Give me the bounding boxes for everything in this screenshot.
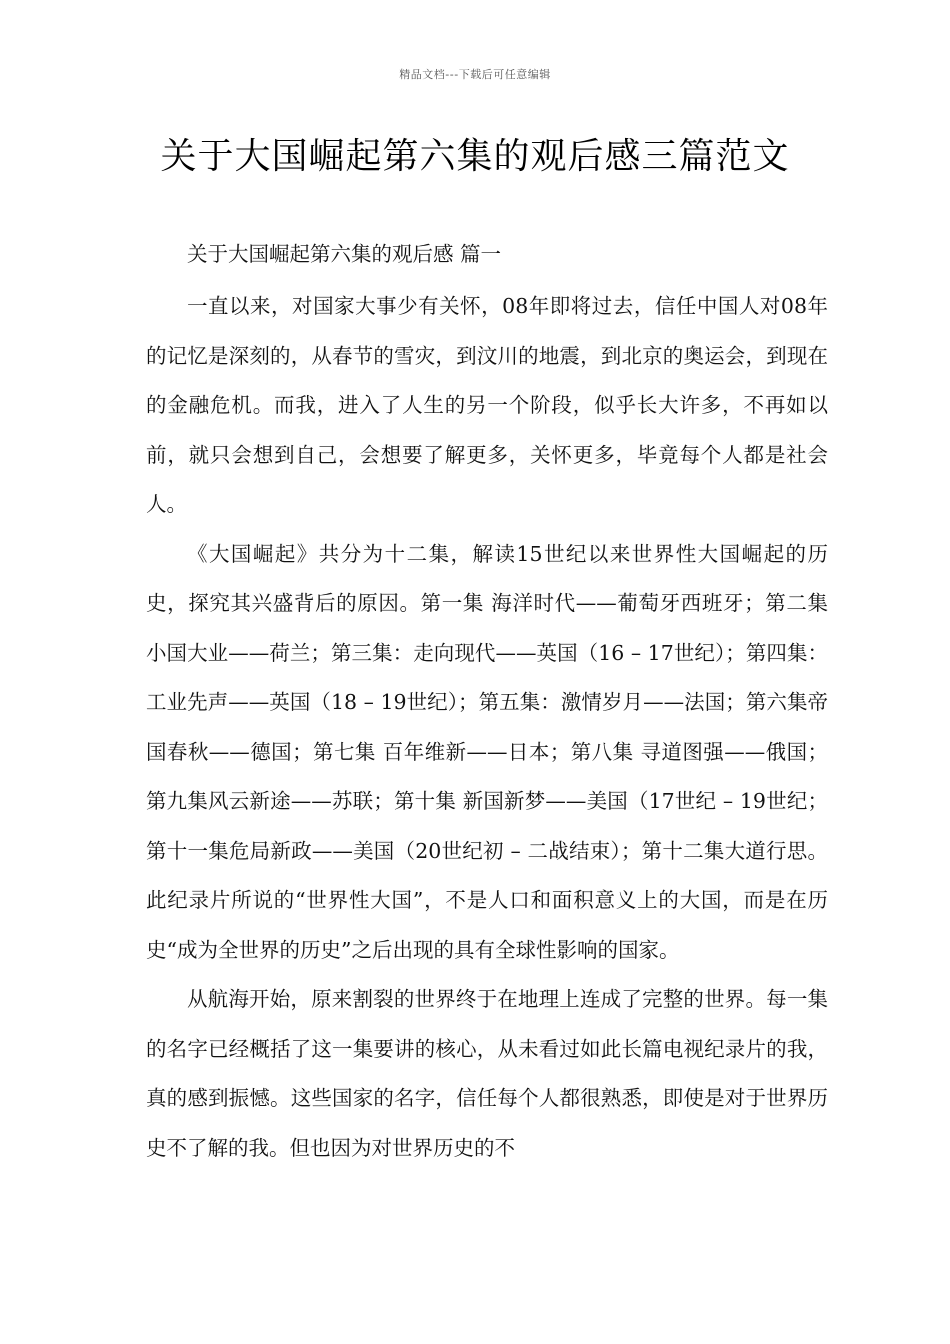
paragraph: 从航海开始，原来割裂的世界终于在地理上连成了完整的世界。每一集的名字已经概括了这一集要讲的核心，从未看过如此长篇电视纪录片的我，真的感到振憾。这些国家的名字，信任每个人都很熟悉，即使是对于世界历史不了解的我。但也因为对世界历史的不: [146, 987, 828, 1160]
document-body: [146, 230, 828, 1173]
header-note: 精品文档---下载后可任意编辑: [399, 68, 551, 81]
paragraph: 一直以来，对国家大事少有关怀，08年即将过去，信任中国人对08年的记忆是深刻的，从春节的雪灾，到汶川的地震，到北京的奥运会，到现在的金融危机。而我，进入了人生的另一个阶段，似乎长大许多，不再如以前，就只会想到自己，会想要了解更多，关怀更多，毕竟每个人都是社会人。: [146, 294, 828, 516]
document-title: 关于大国崛起第六集的观后感三篇范文: [160, 136, 790, 177]
section-heading: 关于大国崛起第六集的观后感 篇一: [187, 242, 502, 266]
paragraph: 《大国崛起》共分为十二集，解读15世纪以来世界性大国崛起的历史，探究其兴盛背后的原因。第一集 海洋时代——葡萄牙西班牙；第二集小国大业——荷兰；第三集：走向现代——英国（16 – 17世纪）；第四集：工业先声——英国（18 – 19世纪）；第五集：激情岁月——法国；第六集帝国春秋——德国；第七集 百年维新——日本；第八集 寻道图强——俄国；第九集风云新途——苏联；第十集 新国新梦——美国（17世纪 – 19世纪；第十一集危局新政——美国（20世纪初 – 二战结束）；第十二集大道行思。此纪录片所说的“世界性大国”，不是人口和面积意义上的大国，而是在历史“成为全世界的历史”之后出现的具有全球性影响的国家。: [146, 541, 828, 962]
